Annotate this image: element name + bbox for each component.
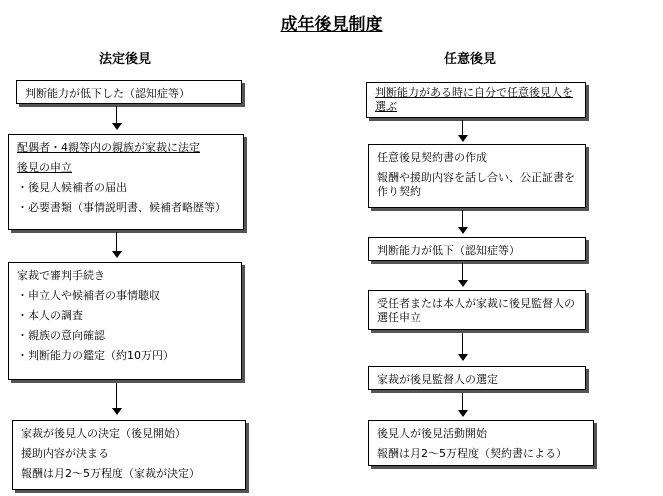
left-step-4-line-1: 家裁が後見人の決定（後見開始）: [21, 427, 186, 440]
right-step-3-line-1: 判断能力が低下（認知症等）: [377, 244, 520, 257]
arrow-icon: [112, 383, 122, 415]
left-step-3-line-4: ・親族の意向確認: [17, 329, 105, 342]
arrow-icon: [458, 120, 468, 142]
left-step-1-line-1: 判断能力が低下した（認知症等）: [25, 87, 190, 100]
page-title: 成年後見制度: [280, 15, 383, 35]
right-step-6-line-1: 後見人が後見活動開始: [377, 427, 487, 440]
right-step-5-line-1: 家裁が後見監督人の選定: [377, 373, 498, 386]
arrow-icon: [458, 210, 468, 234]
left-step-4-box: [12, 420, 246, 490]
left-step-4-line-2: 援助内容が決まる: [21, 447, 109, 460]
arrow-icon: [112, 232, 122, 258]
left-step-3-line-2: ・申立人や候補者の事情聴収: [17, 289, 160, 302]
right-step-6-box: [368, 420, 594, 466]
left-step-2-box: [8, 134, 244, 230]
right-step-6-line-2: 報酬は月2～5万程度（契約書による）: [377, 447, 567, 460]
left-step-1-box: [16, 80, 242, 104]
right-step-2-line-1: 任意後見契約書の作成: [377, 151, 487, 164]
left-step-2-line-3: ・後見人候補者の届出: [17, 181, 127, 194]
arrow-icon: [458, 263, 468, 287]
left-step-3-line-1: 家裁で審判手続き: [17, 269, 105, 282]
left-step-3-line-3: ・本人の調査: [17, 309, 83, 322]
right-step-1-box: [366, 82, 586, 118]
right-step-2-box: [368, 144, 586, 208]
right-step-1-line-1: 判断能力がある時に自分で任意後見人を選ぶ: [375, 86, 573, 113]
right-step-3-box: [368, 237, 586, 261]
right-step-5-box: [368, 366, 586, 390]
right-step-2-line-2: 報酬や援助内容を話し合い、公正証書を作り契約: [377, 171, 575, 198]
arrow-icon: [458, 333, 468, 361]
left-step-2-line-4: ・必要書類（事情説明書、候補者略歴等）: [17, 201, 226, 214]
right-step-4-box: [368, 290, 586, 330]
left-step-4-line-3: 報酬は月2～5万程度（家裁が決定）: [21, 467, 200, 480]
arrow-icon: [112, 106, 122, 130]
right-step-4-line-1: 受任者または本人が家裁に後見監督人の選任申立: [377, 297, 575, 324]
left-step-3-box: [8, 262, 242, 380]
arrow-icon: [458, 393, 468, 417]
left-step-2-line-2: 後見の申立: [17, 161, 72, 174]
right-column-heading: 任意後見: [443, 52, 496, 67]
left-column-heading: 法定後見: [98, 52, 151, 67]
left-step-3-line-5: ・判断能力の鑑定（約10万円）: [17, 349, 174, 362]
left-step-2-line-1: 配偶者・4親等内の親族が家裁に法定: [17, 141, 200, 154]
